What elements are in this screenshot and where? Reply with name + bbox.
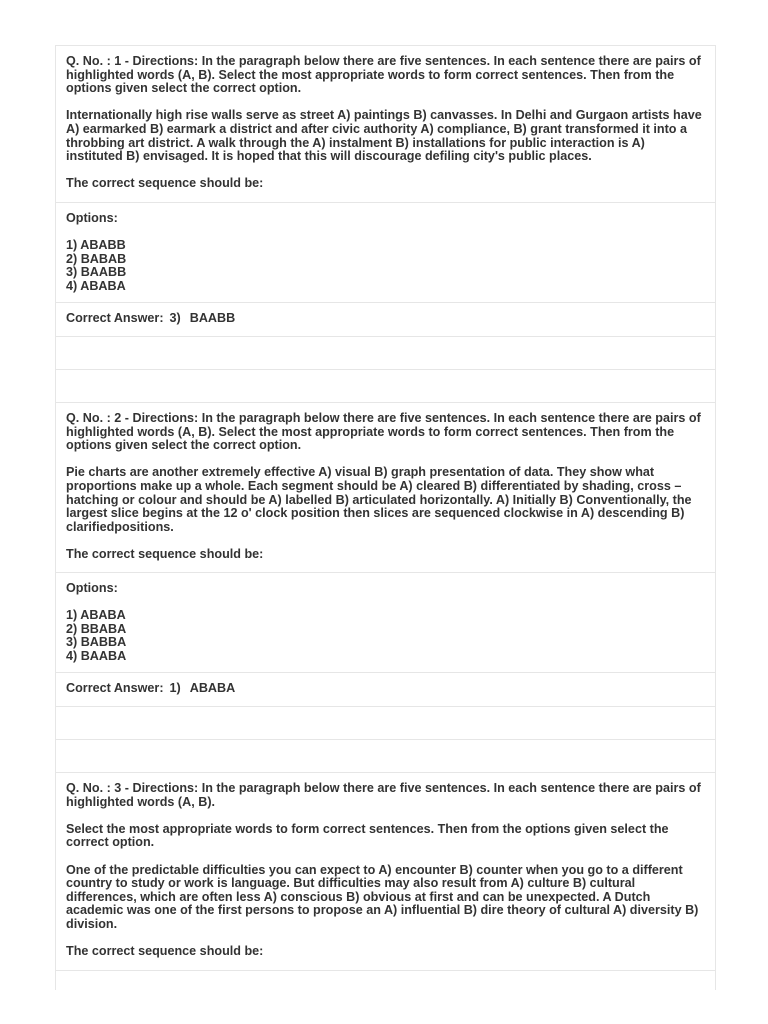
question-2-options <box>56 573 715 673</box>
spacer-row <box>56 740 715 773</box>
question-3-prompt: The correct sequence should be: <box>66 944 264 959</box>
answer-number: 1) <box>169 681 181 695</box>
option-3: 3) BAABB <box>66 265 127 280</box>
answer-label: Correct Answer: <box>66 311 164 325</box>
spacer-row <box>56 370 715 403</box>
options-label: Options: <box>66 581 118 595</box>
question-3-header: Q. No. : 3 - Directions: In the paragraph below there are five sentences. In each sentence there are pairs of highlighted words (A, B). <box>66 781 701 809</box>
question-1-passage: Internationally high rise walls serve as street A) paintings B) canvasses. In Delhi and Gurgaon artists have A) earmarked B) earmark a district and after civic authority A) compliance, B) grant transformed it into a throbbing art district. A walk through the A) instalment B) installations for public interaction is A) instituted B) envisaged. It is hoped that this will discourage defiling city's public places. <box>66 108 702 164</box>
question-sheet <box>55 45 716 990</box>
question-1-block <box>56 46 715 203</box>
spacer-row <box>56 337 715 370</box>
option-3: 3) BABBA <box>66 635 127 650</box>
question-1-options <box>56 203 715 303</box>
answer-number: 3) <box>169 311 181 325</box>
spacer-row <box>56 707 715 740</box>
option-2: 2) BABAB <box>66 251 127 266</box>
answer-label: Correct Answer: <box>66 681 164 695</box>
answer-value: BAABB <box>189 311 236 325</box>
question-1-answer <box>56 303 715 337</box>
question-2-passage: Pie charts are another extremely effective A) visual B) graph presentation of data. They show what proportions make up a whole. Each segment should be A) cleared B) differentiated by shading, cross – hatching or colour and should be A) labelled B) articulated horizontally. A) Initially B) Conventionally, the largest slice begins at the 12 o' clock position then slices are sequenced clockwise in A) descending B) clarifiedpositions. <box>66 465 692 534</box>
option-1: 1) ABABB <box>66 238 126 253</box>
question-2-answer <box>56 673 715 707</box>
question-3-passage: One of the predictable difficulties you can expect to A) encounter B) counter when you go to a different country to study or work is language. But difficulties may also result from A) culture B) cultural differences, which are often less A) conscious B) obvious at first and can be unexpected. A Dutch academic was one of the first persons to propose an A) influential B) dire theory of cultural A) diversity B) division. <box>66 862 699 931</box>
question-1-prompt: The correct sequence should be: <box>66 176 264 191</box>
answer-value: ABABA <box>189 681 236 695</box>
option-4: 4) BAABA <box>66 648 127 663</box>
question-3-instruction: Select the most appropriate words to form correct sentences. Then from the options given select the correct option. <box>66 821 669 850</box>
option-1: 1) ABABA <box>66 608 126 623</box>
options-label: Options: <box>66 211 118 225</box>
question-1-header: Q. No. : 1 - Directions: In the paragraph below there are five sentences. In each sentence there are pairs of highlighted words (A, B). Select the most appropriate words to form correct sentences. Then from the options given select the correct option. <box>66 54 701 96</box>
option-2: 2) BBABA <box>66 621 127 636</box>
option-4: 4) ABABA <box>66 278 126 293</box>
question-2-header: Q. No. : 2 - Directions: In the paragraph below there are five sentences. In each sentence there are pairs of highlighted words (A, B). Select the most appropriate words to form correct sentences. Then from the options given select the correct option. <box>66 411 701 453</box>
question-2-prompt: The correct sequence should be: <box>66 546 264 561</box>
question-3-block <box>56 773 715 971</box>
question-2-block <box>56 403 715 573</box>
